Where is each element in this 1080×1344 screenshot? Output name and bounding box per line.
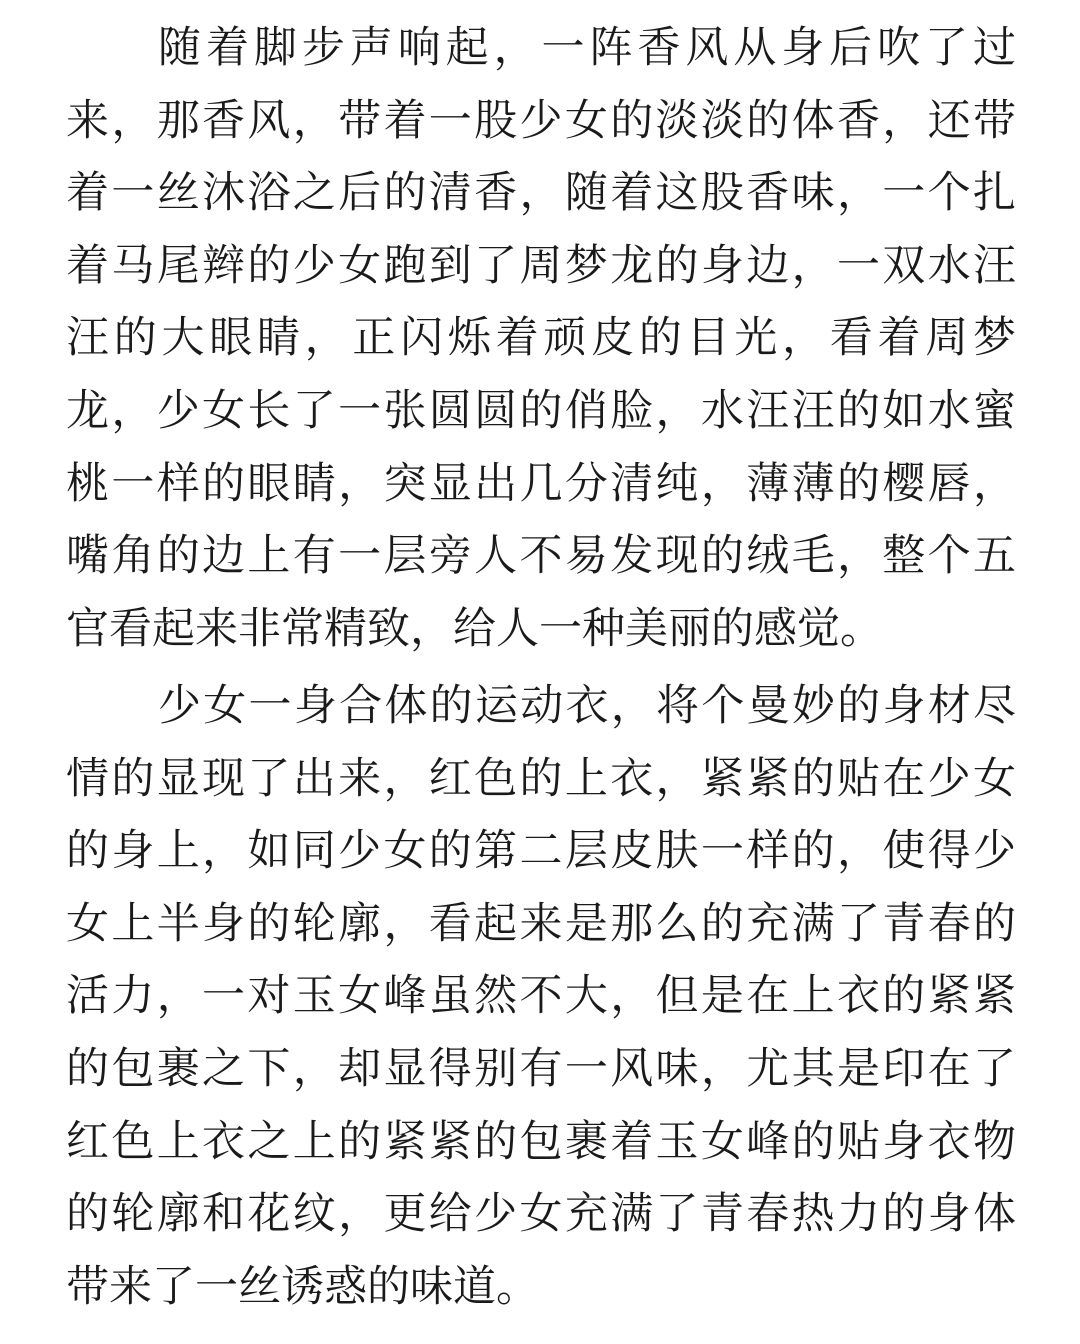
text-line: 着一丝沐浴之后的清香，随着这股香味，一个扎	[66, 168, 1016, 219]
text-line: 少女一身合体的运动衣，将个曼妙的身材尽	[158, 681, 1016, 731]
text-line: 的轮廓和花纹，更给少女充满了青春热力的身体	[66, 1189, 1016, 1240]
text-line: 来，那香风，带着一股少女的淡淡的体香，还带	[66, 95, 1016, 146]
text-line: 红色上衣之上的紧紧的包裹着玉女峰的贴身衣物	[66, 1116, 1016, 1167]
text-line: 龙，少女长了一张圆圆的俏脸，水汪汪的如水蜜	[66, 385, 1016, 436]
paragraph-1	[66, 12, 1016, 665]
text-line: 随着脚步声响起，一阵香风从身后吹了过	[158, 23, 1016, 73]
text-line: 带来了一丝诱惑的味道。	[66, 1261, 539, 1312]
text-line: 的身上，如同少女的第二层皮肤一样的，使得少	[66, 826, 1016, 877]
text-line: 官看起来非常精致，给人一种美丽的感觉。	[66, 603, 883, 654]
text-line: 活力，一对玉女峰虽然不大，但是在上衣的紧紧	[66, 971, 1016, 1022]
text-line: 汪的大眼睛，正闪烁着顽皮的目光，看着周梦	[66, 313, 1016, 364]
text-line: 情的显现了出来，红色的上衣，紧紧的贴在少女	[66, 753, 1016, 804]
text-line: 嘴角的边上有一层旁人不易发现的绒毛，整个五	[66, 531, 1016, 582]
text-line: 桃一样的眼睛，突显出几分清纯，薄薄的樱唇，	[66, 458, 1016, 509]
text-line: 的包裹之下，却显得别有一风味，尤其是印在了	[66, 1043, 1016, 1094]
paragraph-2	[66, 670, 1016, 1323]
text-line: 女上半身的轮廓，看起来是那么的充满了青春的	[66, 898, 1016, 949]
text-line: 着马尾辫的少女跑到了周梦龙的身边，一双水汪	[66, 240, 1016, 291]
